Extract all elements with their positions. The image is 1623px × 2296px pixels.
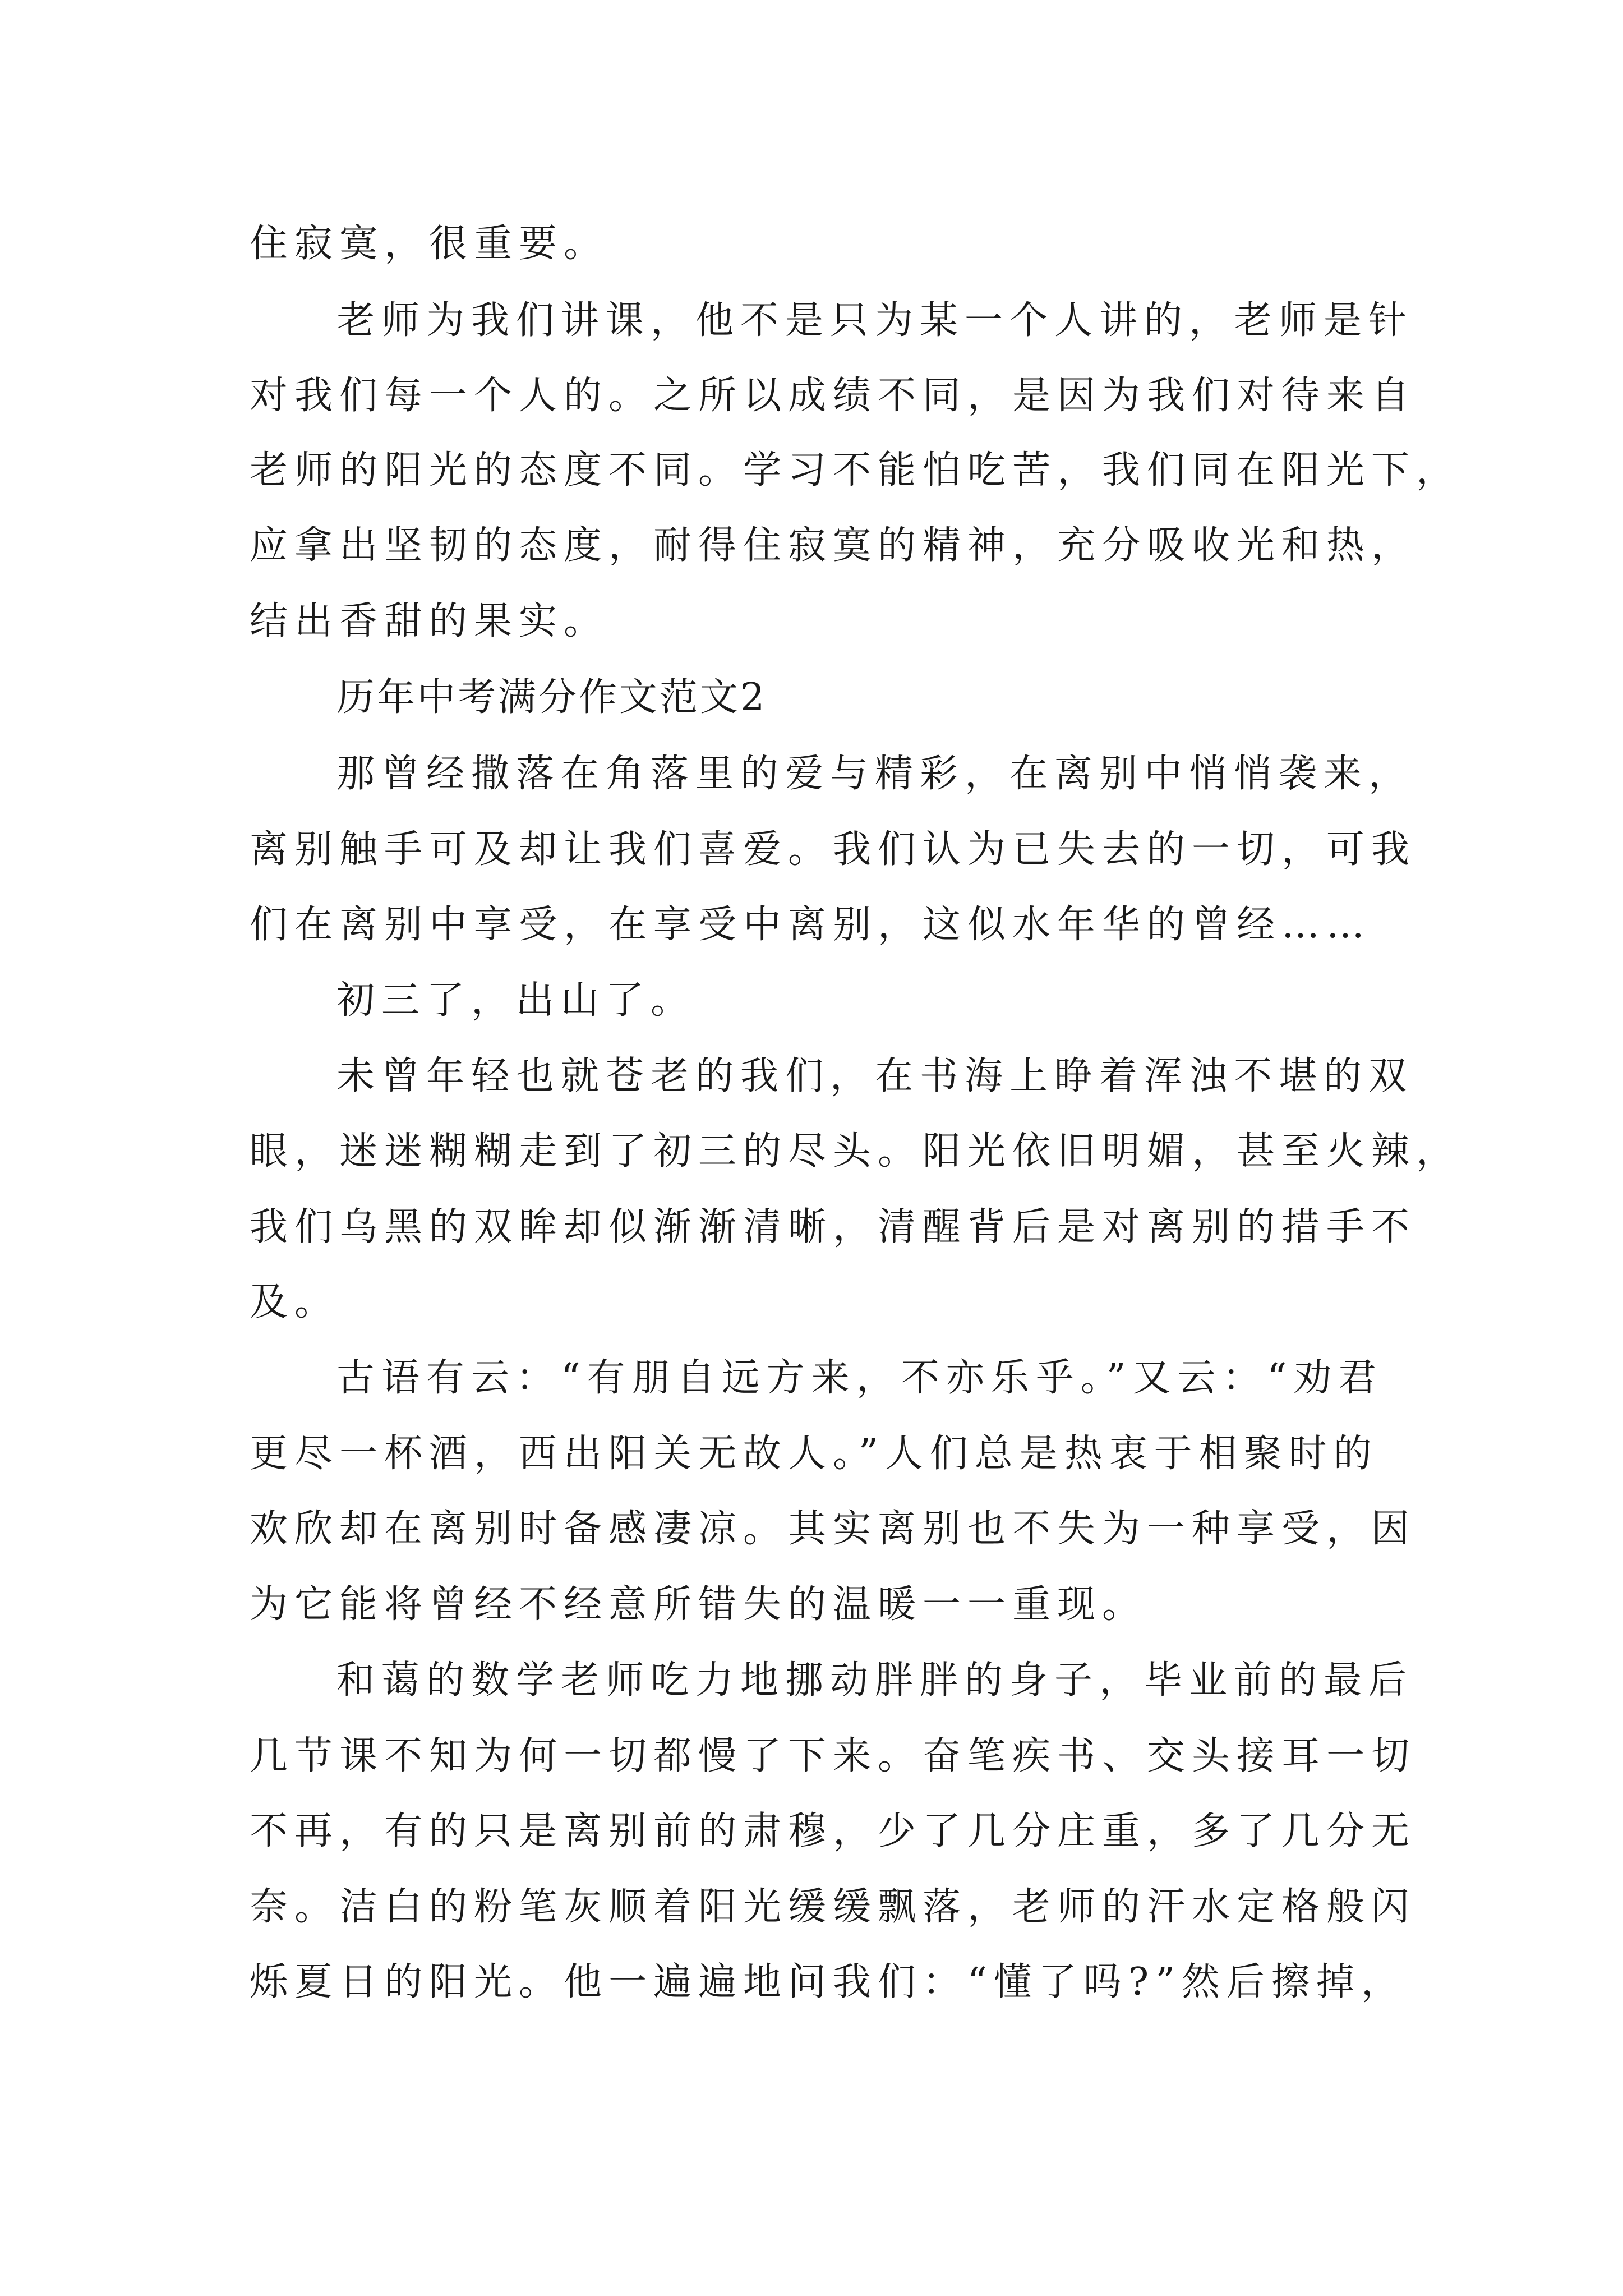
text-line: 住寂寞，很重要。 — [250, 222, 609, 266]
text-line: 离别触手可及却让我们喜爱。我们认为已失去的一切，可我 — [250, 827, 1417, 872]
text-line: 老师的阳光的态度不同。学习不能怕吃苦，我们同在阳光下， — [250, 448, 1461, 493]
text-line: 对我们每一个人的。之所以成绩不同，是因为我们对待来自 — [250, 374, 1417, 418]
paragraph-first-line: 未曾年轻也就苍老的我们，在书海上睁着浑浊不堪的双 — [336, 1054, 1414, 1098]
text-line: 欢欣却在离别时备感凄凉。其实离别也不失为一种享受，因 — [250, 1507, 1417, 1551]
paragraph-first-line: 老师为我们讲课，他不是只为某一个人讲的，老师是针 — [336, 298, 1414, 343]
text-line: 们在离别中享受，在享受中离别，这似水年华的曾经…… — [250, 903, 1372, 947]
text-line: 眼，迷迷糊糊走到了初三的尽头。阳光依旧明媚，甚至火辣， — [250, 1129, 1461, 1174]
text-line: 结出香甜的果实。 — [250, 599, 609, 643]
text-line: 奈。洁白的粉笔灰顺着阳光缓缓飘落，老师的汗水定格般闪 — [250, 1885, 1417, 1929]
text-line: 应拿出坚韧的态度，耐得住寂寞的精神，充分吸收光和热， — [250, 523, 1417, 568]
text-line: 我们乌黑的双眸却似渐渐清晰，清醒背后是对离别的措手不 — [250, 1205, 1417, 1249]
text-line: 及。 — [250, 1280, 340, 1324]
paragraph-first-line: 古语有云：“有朋自远方来，不亦乐乎。”又云：“劝君 — [336, 1356, 1384, 1400]
section-heading: 历年中考满分作文范文2 — [336, 675, 767, 720]
text-line: 更尽一杯酒，西出阳关无故人。”人们总是热衷于相聚时的 — [250, 1432, 1378, 1476]
text-line: 几节课不知为何一切都慢了下来。奋笔疾书、交头接耳一切 — [250, 1734, 1417, 1778]
text-line: 为它能将曾经不经意所错失的温暖一一重现。 — [250, 1582, 1147, 1627]
paragraph-first-line: 和蔼的数学老师吃力地挪动胖胖的身子，毕业前的最后 — [336, 1658, 1414, 1703]
paragraph-first-line: 那曾经撒落在角落里的爱与精彩，在离别中悄悄袭来， — [336, 752, 1414, 796]
paragraph-first-line: 初三了，出山了。 — [336, 978, 696, 1023]
text-line: 烁夏日的阳光。他一遍遍地问我们：“懂了吗?”然后擦掉， — [250, 1960, 1406, 2004]
text-line: 不再，有的只是离别前的肃穆，少了几分庄重，多了几分无 — [250, 1809, 1417, 1853]
